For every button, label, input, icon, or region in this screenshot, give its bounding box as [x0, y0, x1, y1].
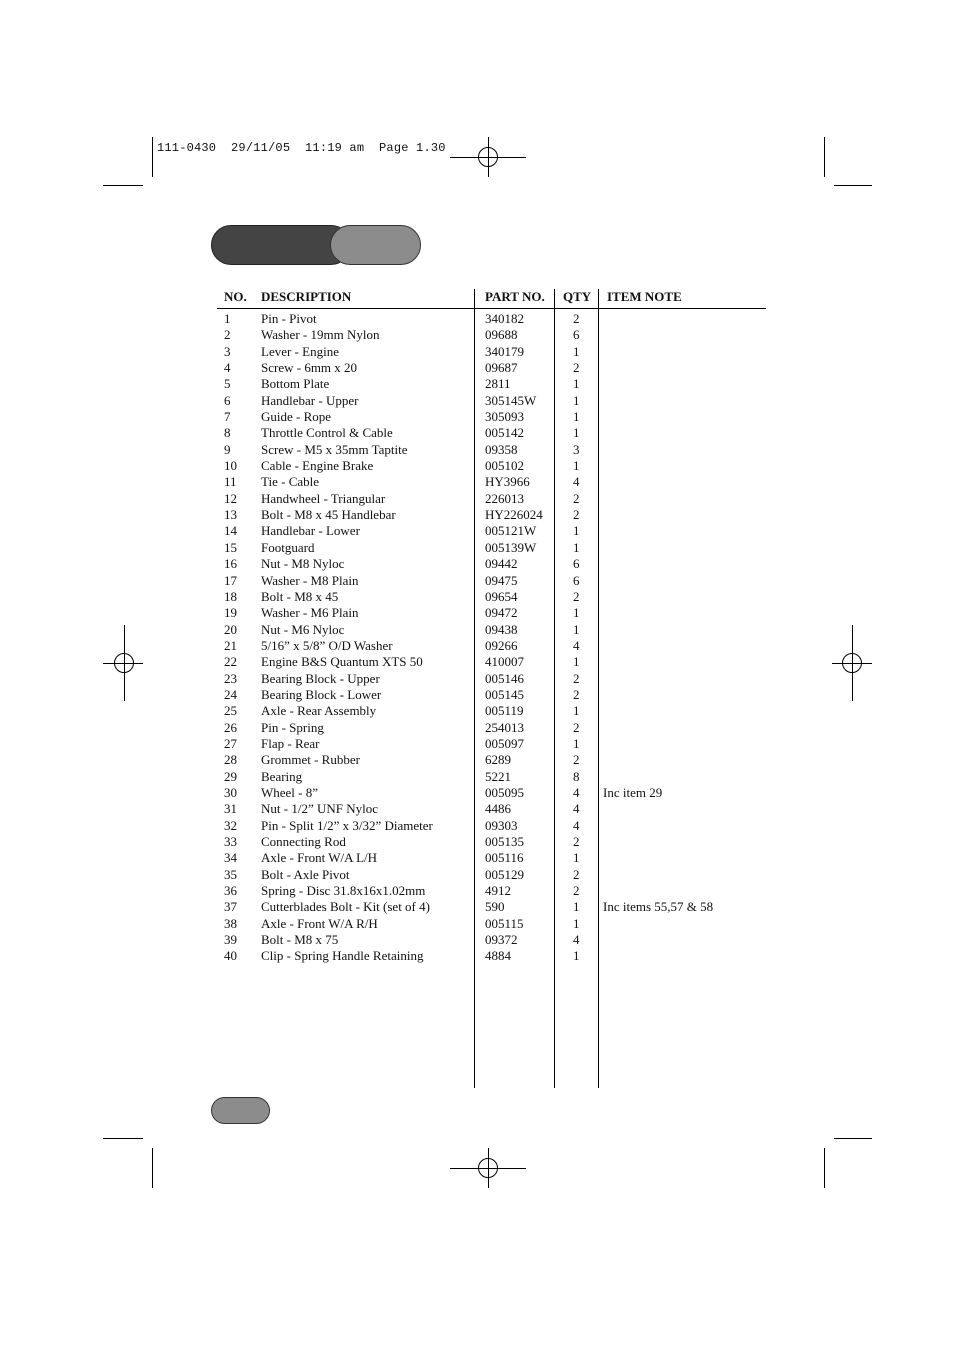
- cell-description: Nut - M8 Nyloc: [261, 556, 345, 572]
- cell-no: 27: [224, 735, 237, 751]
- cell-qty: 1: [573, 915, 580, 931]
- cell-description: Handlebar - Lower: [261, 523, 360, 539]
- cell-no: 19: [224, 605, 237, 621]
- cell-qty: 1: [573, 654, 580, 670]
- cell-no: 6: [224, 392, 231, 408]
- cell-part-no: 09442: [485, 556, 518, 572]
- table-row: [0, 801, 954, 817]
- cell-description: Spring - Disc 31.8x16x1.02mm: [261, 883, 426, 899]
- table-row: [0, 360, 954, 376]
- cell-qty: 1: [573, 409, 580, 425]
- cell-qty: 4: [573, 817, 580, 833]
- cell-qty: 1: [573, 899, 580, 915]
- cell-description: Handwheel - Triangular: [261, 490, 386, 506]
- cell-no: 34: [224, 850, 237, 866]
- cell-description: Axle - Rear Assembly: [261, 703, 377, 719]
- cell-description: Screw - M5 x 35mm Taptite: [261, 441, 408, 457]
- cell-description: Axle - Front W/A R/H: [261, 915, 378, 931]
- cell-qty: 1: [573, 343, 580, 359]
- cell-part-no: 305093: [485, 409, 524, 425]
- cell-no: 39: [224, 932, 237, 948]
- table-row: [0, 376, 954, 392]
- cell-no: 12: [224, 490, 237, 506]
- table-row: [0, 605, 954, 621]
- cell-qty: 1: [573, 735, 580, 751]
- cell-description: Tie - Cable: [261, 474, 320, 490]
- cell-part-no: 005095: [485, 784, 524, 800]
- cell-qty: 6: [573, 572, 580, 588]
- cell-no: 29: [224, 768, 237, 784]
- cell-no: 9: [224, 441, 231, 457]
- cell-no: 24: [224, 686, 237, 702]
- cell-no: 3: [224, 343, 231, 359]
- cell-description: 5/16” x 5/8” O/D Washer: [261, 637, 393, 653]
- cell-no: 7: [224, 409, 231, 425]
- cell-no: 4: [224, 360, 231, 376]
- cell-qty: 8: [573, 768, 580, 784]
- cell-part-no: 005097: [485, 735, 524, 751]
- cell-no: 40: [224, 948, 237, 964]
- cell-qty: 1: [573, 850, 580, 866]
- cell-description: Bottom Plate: [261, 376, 330, 392]
- parts-table-body: [0, 311, 954, 965]
- cell-no: 18: [224, 588, 237, 604]
- cell-qty: 6: [573, 327, 580, 343]
- cell-no: 11: [224, 474, 237, 490]
- table-row: [0, 850, 954, 866]
- cell-part-no: 005142: [485, 425, 524, 441]
- table-row: [0, 540, 954, 556]
- cell-no: 1: [224, 311, 231, 326]
- table-row: [0, 507, 954, 523]
- cell-part-no: 09688: [485, 327, 518, 343]
- cell-part-no: 005135: [485, 834, 524, 849]
- cell-qty: 2: [573, 311, 580, 326]
- table-row: [0, 311, 954, 327]
- cell-description: Footguard: [261, 539, 315, 555]
- table-row: [0, 409, 954, 425]
- cell-qty: 4: [573, 637, 580, 653]
- cell-part-no: 590: [485, 899, 505, 915]
- cell-qty: 2: [573, 866, 580, 882]
- cell-part-no: 340179: [485, 343, 524, 359]
- cell-description: Bearing Block - Upper: [261, 670, 380, 686]
- page-number-tab: [211, 1097, 270, 1124]
- section-tab-light: [330, 225, 421, 265]
- cell-description: Washer - 19mm Nylon: [261, 327, 380, 343]
- cell-qty: 2: [573, 834, 580, 849]
- cell-part-no: 09475: [485, 572, 518, 588]
- cell-no: 36: [224, 883, 237, 899]
- cell-description: Clip - Spring Handle Retaining: [261, 948, 424, 964]
- cell-description: Pin - Pivot: [261, 311, 317, 326]
- table-row: [0, 589, 954, 605]
- table-row: [0, 752, 954, 768]
- cell-qty: 4: [573, 784, 580, 800]
- table-row: [0, 556, 954, 572]
- cell-no: 30: [224, 784, 237, 800]
- cell-description: Engine B&S Quantum XTS 50: [261, 654, 423, 670]
- table-row: [0, 899, 954, 915]
- cell-description: Bolt - M8 x 45 Handlebar: [261, 507, 396, 523]
- header-qty: QTY: [563, 289, 592, 304]
- cell-qty: 2: [573, 686, 580, 702]
- table-row: [0, 834, 954, 850]
- table-row: [0, 393, 954, 409]
- cell-qty: 4: [573, 932, 580, 948]
- cell-qty: 6: [573, 556, 580, 572]
- cell-description: Pin - Spring: [261, 719, 324, 735]
- table-row: [0, 703, 954, 719]
- cell-description: Cable - Engine Brake: [261, 458, 374, 474]
- cell-part-no: 410007: [485, 654, 524, 670]
- cell-no: 31: [224, 801, 237, 817]
- cell-part-no: 005129: [485, 866, 524, 882]
- cell-qty: 2: [573, 670, 580, 686]
- cell-part-no: 09266: [485, 637, 518, 653]
- cell-qty: 1: [573, 703, 580, 719]
- cell-part-no: 005146: [485, 670, 524, 686]
- cell-no: 26: [224, 719, 237, 735]
- cell-no: 8: [224, 425, 231, 441]
- cell-no: 25: [224, 703, 237, 719]
- table-row: [0, 785, 954, 801]
- cell-part-no: 09654: [485, 588, 518, 604]
- table-row: [0, 687, 954, 703]
- table-row: [0, 948, 954, 964]
- cell-qty: 1: [573, 392, 580, 408]
- cell-qty: 1: [573, 425, 580, 441]
- cell-part-no: 005102: [485, 458, 524, 474]
- cell-description: Nut - 1/2” UNF Nyloc: [261, 801, 378, 817]
- cell-qty: 1: [573, 621, 580, 637]
- cell-qty: 2: [573, 507, 580, 523]
- cell-part-no: 340182: [485, 311, 524, 326]
- cell-qty: 1: [573, 523, 580, 539]
- cell-qty: 1: [573, 605, 580, 621]
- cell-no: 28: [224, 752, 237, 768]
- cell-qty: 2: [573, 490, 580, 506]
- cell-no: 14: [224, 523, 237, 539]
- cell-note: Inc items 55,57 & 58: [603, 899, 714, 915]
- cell-part-no: 005145: [485, 686, 524, 702]
- cell-part-no: 09472: [485, 605, 518, 621]
- cell-part-no: 4912: [485, 883, 511, 899]
- cell-part-no: 5221: [485, 768, 511, 784]
- header-item-note: ITEM NOTE: [607, 289, 682, 304]
- cell-no: 17: [224, 572, 237, 588]
- cell-part-no: 005116: [485, 850, 524, 866]
- cell-no: 16: [224, 556, 237, 572]
- cell-part-no: 09358: [485, 441, 518, 457]
- cell-no: 10: [224, 458, 237, 474]
- cell-description: Handlebar - Upper: [261, 392, 359, 408]
- cell-no: 2: [224, 327, 231, 343]
- cell-part-no: 005119: [485, 703, 524, 719]
- cell-description: Throttle Control & Cable: [261, 425, 393, 441]
- cell-description: Washer - M6 Plain: [261, 605, 359, 621]
- cell-qty: 4: [573, 474, 580, 490]
- cell-part-no: 005139W: [485, 539, 537, 555]
- cell-description: Screw - 6mm x 20: [261, 360, 358, 376]
- table-row: [0, 867, 954, 883]
- cell-no: 15: [224, 539, 237, 555]
- cell-no: 32: [224, 817, 237, 833]
- cell-qty: 1: [573, 376, 580, 392]
- cell-part-no: HY226024: [485, 507, 543, 523]
- cell-description: Wheel - 8”: [261, 784, 319, 800]
- cell-description: Axle - Front W/A L/H: [261, 850, 378, 866]
- table-row: [0, 458, 954, 474]
- cell-description: Pin - Split 1/2” x 3/32” Diameter: [261, 817, 433, 833]
- cell-description: Connecting Rod: [261, 834, 346, 849]
- cell-description: Flap - Rear: [261, 735, 320, 751]
- cell-no: 20: [224, 621, 237, 637]
- table-row: [0, 474, 954, 490]
- cell-description: Lever - Engine: [261, 343, 339, 359]
- table-row: [0, 344, 954, 360]
- table-row: [0, 916, 954, 932]
- table-row: [0, 327, 954, 343]
- cell-part-no: 005121W: [485, 523, 537, 539]
- cell-qty: 1: [573, 458, 580, 474]
- header-no: NO.: [224, 289, 247, 304]
- cell-note: Inc item 29: [603, 784, 663, 800]
- cell-part-no: 254013: [485, 719, 524, 735]
- cell-part-no: 2811: [485, 376, 511, 392]
- cell-part-no: 09303: [485, 817, 518, 833]
- cell-no: 21: [224, 637, 237, 653]
- cell-no: 22: [224, 654, 237, 670]
- cell-part-no: 305145W: [485, 392, 537, 408]
- cell-description: Bolt - Axle Pivot: [261, 866, 350, 882]
- cell-qty: 1: [573, 948, 580, 964]
- cell-no: 37: [224, 899, 237, 915]
- cell-description: Cutterblades Bolt - Kit (set of 4): [261, 899, 430, 915]
- cell-description: Bolt - M8 x 45: [261, 588, 339, 604]
- cell-qty: 2: [573, 360, 580, 376]
- cell-qty: 2: [573, 752, 580, 768]
- header-part-no: PART NO.: [485, 289, 545, 304]
- cell-part-no: 09372: [485, 932, 518, 948]
- cell-qty: 2: [573, 719, 580, 735]
- table-row: [0, 720, 954, 736]
- cell-description: Bearing Block - Lower: [261, 686, 382, 702]
- table-row: [0, 818, 954, 834]
- cell-qty: 3: [573, 441, 580, 457]
- cell-part-no: 09438: [485, 621, 518, 637]
- cell-description: Nut - M6 Nyloc: [261, 621, 345, 637]
- table-row: [0, 883, 954, 899]
- cell-qty: 2: [573, 588, 580, 604]
- parts-table-header: [0, 289, 954, 307]
- cell-no: 5: [224, 376, 231, 392]
- cell-qty: 4: [573, 801, 580, 817]
- cell-no: 35: [224, 866, 237, 882]
- table-row: [0, 442, 954, 458]
- table-row: [0, 769, 954, 785]
- cell-qty: 1: [573, 539, 580, 555]
- header-rule: [217, 308, 766, 309]
- cell-part-no: 6289: [485, 752, 511, 768]
- cell-part-no: 4486: [485, 801, 511, 817]
- table-row: [0, 736, 954, 752]
- cell-description: Bolt - M8 x 75: [261, 932, 339, 948]
- cell-no: 38: [224, 915, 237, 931]
- header-description: DESCRIPTION: [261, 289, 352, 304]
- cell-qty: 2: [573, 883, 580, 899]
- cell-description: Grommet - Rubber: [261, 752, 360, 768]
- cell-no: 33: [224, 834, 237, 849]
- cell-part-no: HY3966: [485, 474, 530, 490]
- table-row: [0, 573, 954, 589]
- cell-part-no: 005115: [485, 915, 524, 931]
- cell-no: 23: [224, 670, 237, 686]
- cell-description: Guide - Rope: [261, 409, 332, 425]
- print-slug: 111-0430 29/11/05 11:19 am Page 1.30: [157, 141, 446, 155]
- table-row: [0, 491, 954, 507]
- cell-part-no: 09687: [485, 360, 518, 376]
- table-row: [0, 671, 954, 687]
- cell-no: 13: [224, 507, 237, 523]
- table-row: [0, 654, 954, 670]
- cell-part-no: 226013: [485, 490, 524, 506]
- table-row: [0, 425, 954, 441]
- table-row: [0, 638, 954, 654]
- table-row: [0, 523, 954, 539]
- table-row: [0, 932, 954, 948]
- cell-description: Bearing: [261, 768, 303, 784]
- cell-part-no: 4884: [485, 948, 511, 964]
- cell-description: Washer - M8 Plain: [261, 572, 359, 588]
- table-row: [0, 622, 954, 638]
